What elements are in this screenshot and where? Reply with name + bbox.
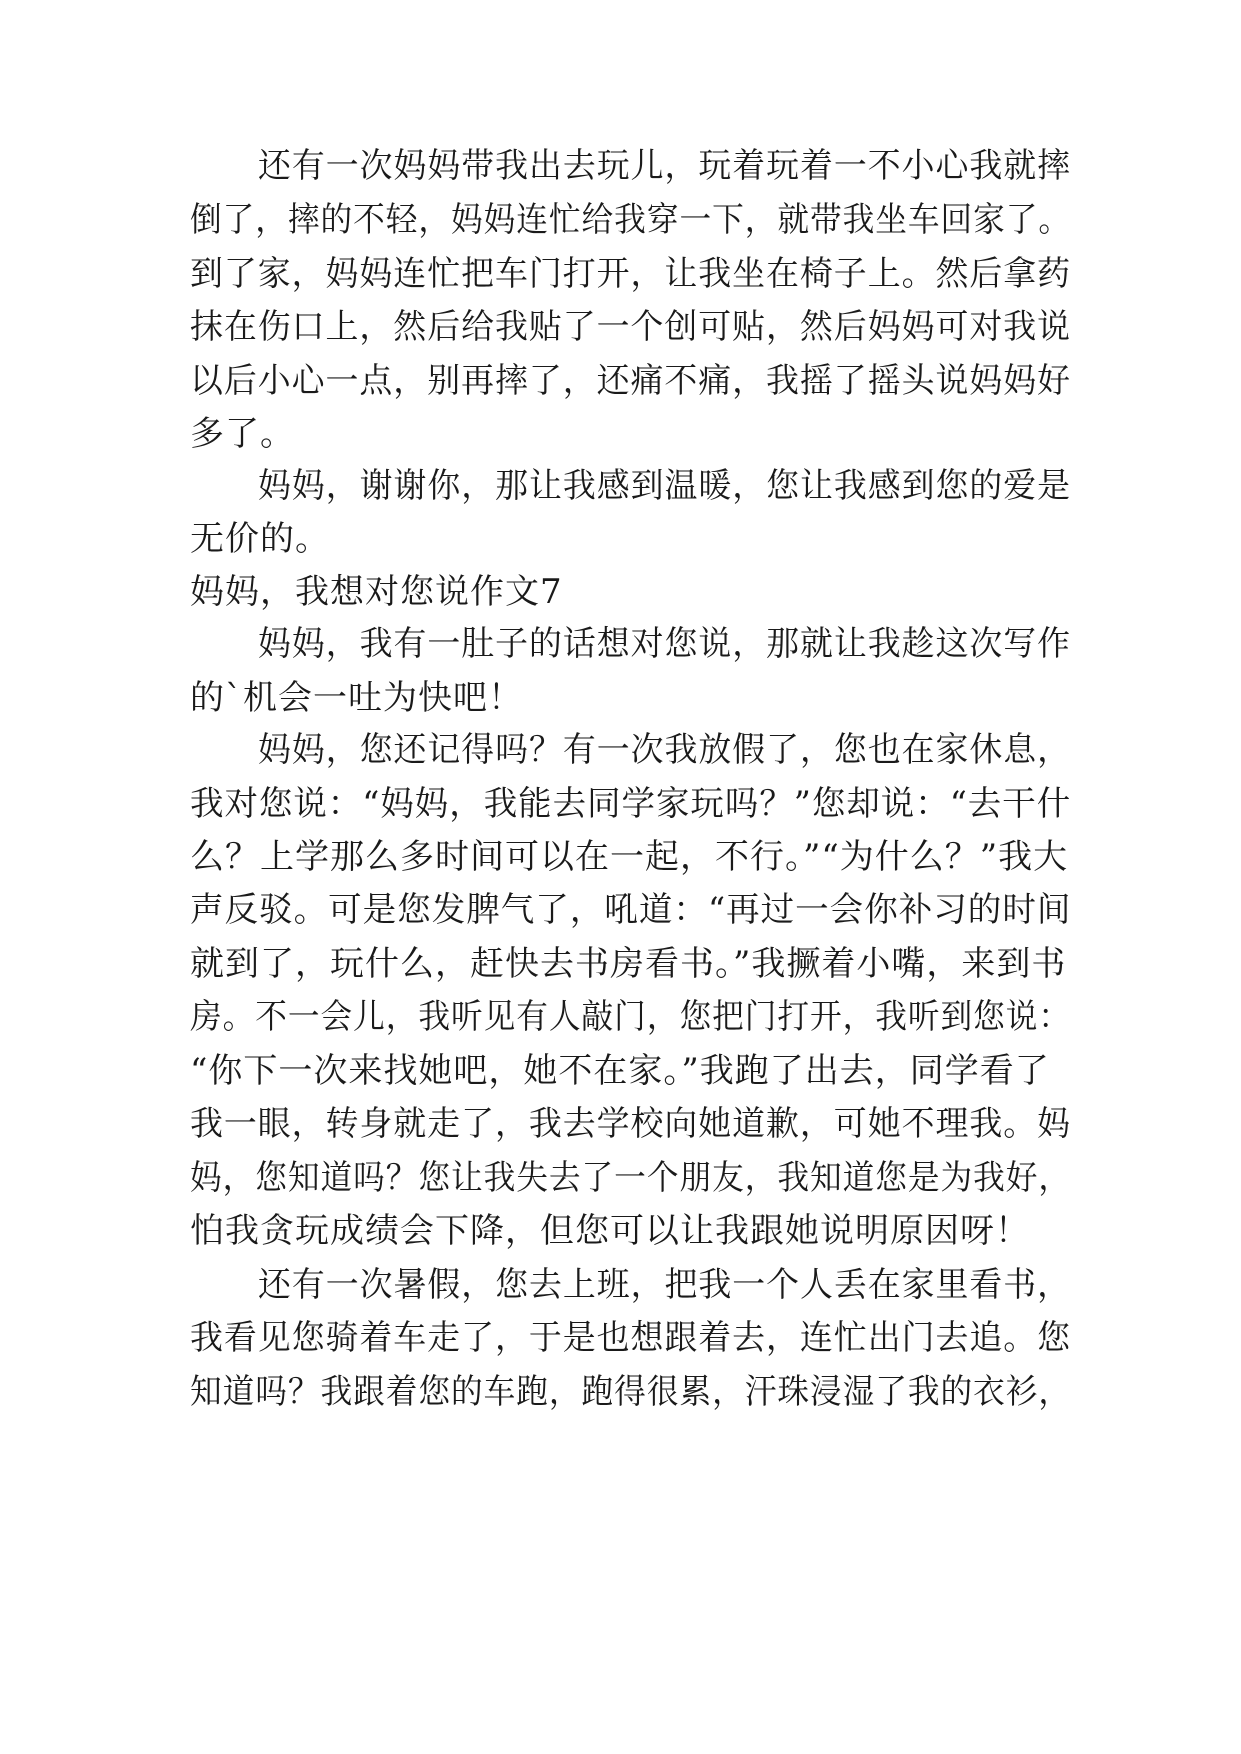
paragraph-line: 么？上学那么多时间可以在一起，不行。”“为什么？”我大 [190,837,1069,877]
paragraph-line: 妈妈，您还记得吗？有一次我放假了，您也在家休息， [258,730,1071,770]
paragraph-line: 房。不一会儿，我听见有人敲门，您把门打开，我听到您说： [190,997,1071,1037]
paragraph-line: 的`机会一吐为快吧！ [190,678,523,718]
paragraph-line: 还有一次暑假，您去上班，把我一个人丢在家里看书， [258,1265,1071,1305]
paragraph-line: 倒了，摔的不轻，妈妈连忙给我穿一下，就带我坐车回家了。 [190,200,1071,240]
paragraph-line: 还有一次妈妈带我出去玩儿，玩着玩着一不小心我就摔 [258,146,1071,186]
paragraph-line: 到了家，妈妈连忙把车门打开，让我坐在椅子上。然后拿药 [190,254,1071,294]
section-title: 妈妈，我想对您说作文7 [190,572,563,612]
paragraph-line: 知道吗？我跟着您的车跑，跑得很累，汗珠浸湿了我的衣衫， [190,1372,1071,1412]
paragraph-line: 以后小心一点，别再摔了，还痛不痛，我摇了摇头说妈妈好 [190,361,1071,401]
paragraph-line: 我一眼，转身就走了，我去学校向她道歉，可她不理我。妈 [190,1104,1071,1144]
paragraph-line: 妈妈，谢谢你，那让我感到温暖，您让我感到您的爱是 [258,466,1071,506]
paragraph-line: 我看见您骑着车走了，于是也想跟着去，连忙出门去追。您 [190,1318,1071,1358]
paragraph-line: 声反驳。可是您发脾气了，吼道：“再过一会你补习的时间 [190,890,1072,930]
paragraph-line: 怕我贪玩成绩会下降，但您可以让我跟她说明原因呀！ [190,1211,1030,1251]
paragraph-line: 就到了，玩什么，赶快去书房看书。”我撅着小嘴，来到书 [190,944,1067,984]
paragraph-line: 妈妈，我有一肚子的话想对您说，那就让我趁这次写作 [258,624,1071,664]
paragraph-line: “你下一次来找她吧，她不在家。”我跑了出去，同学看了 [190,1051,1050,1091]
paragraph-line: 无价的。 [190,519,330,559]
paragraph-line: 抹在伤口上，然后给我贴了一个创可贴，然后妈妈可对我说 [190,307,1071,347]
paragraph-line: 我对您说：“妈妈，我能去同学家玩吗？”您却说：“去干什 [190,784,1072,824]
paragraph-line: 多了。 [190,414,295,454]
paragraph-line: 妈，您知道吗？您让我失去了一个朋友，我知道您是为我好， [190,1158,1071,1198]
